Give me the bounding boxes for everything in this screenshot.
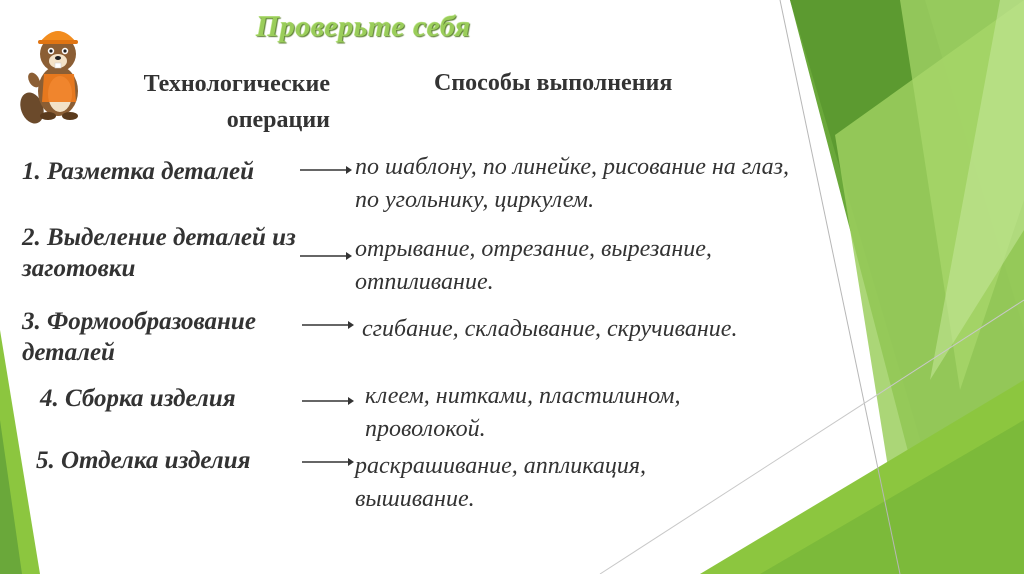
operation-2: 2. Выделение деталей из заготовки [22,224,296,282]
method-3: сгибание, складывание, скручивание. [362,316,738,342]
operation-5: 5. Отделка изделия [36,447,251,474]
operation-4: 4. Сборка изделия [40,385,236,412]
page-title: Проверьте себя [256,10,471,43]
arrow-right-icon [302,394,354,408]
method-1: по шаблону, по линейке, рисование на глаз, по угольнику, циркулем. [355,154,789,213]
operation-1: 1. Разметка деталей [22,158,255,185]
method-2: отрывание, отрезание, вырезание, отпиливание. [355,236,712,295]
operation-3: 3. Формообразование деталей [22,308,256,366]
method-5: раскрашивание, аппликация, вышивание. [355,453,647,512]
header-methods: Способы выполнения [434,70,673,96]
arrow-right-icon [300,163,352,177]
arrow-right-icon [302,455,354,469]
arrow-right-icon [300,249,352,263]
arrow-right-icon [302,318,354,332]
method-4: клеем, нитками, пластилином, проволокой. [365,383,681,442]
beaver-mascot-icon [20,16,92,126]
header-operations: Технологические операции [143,71,330,133]
